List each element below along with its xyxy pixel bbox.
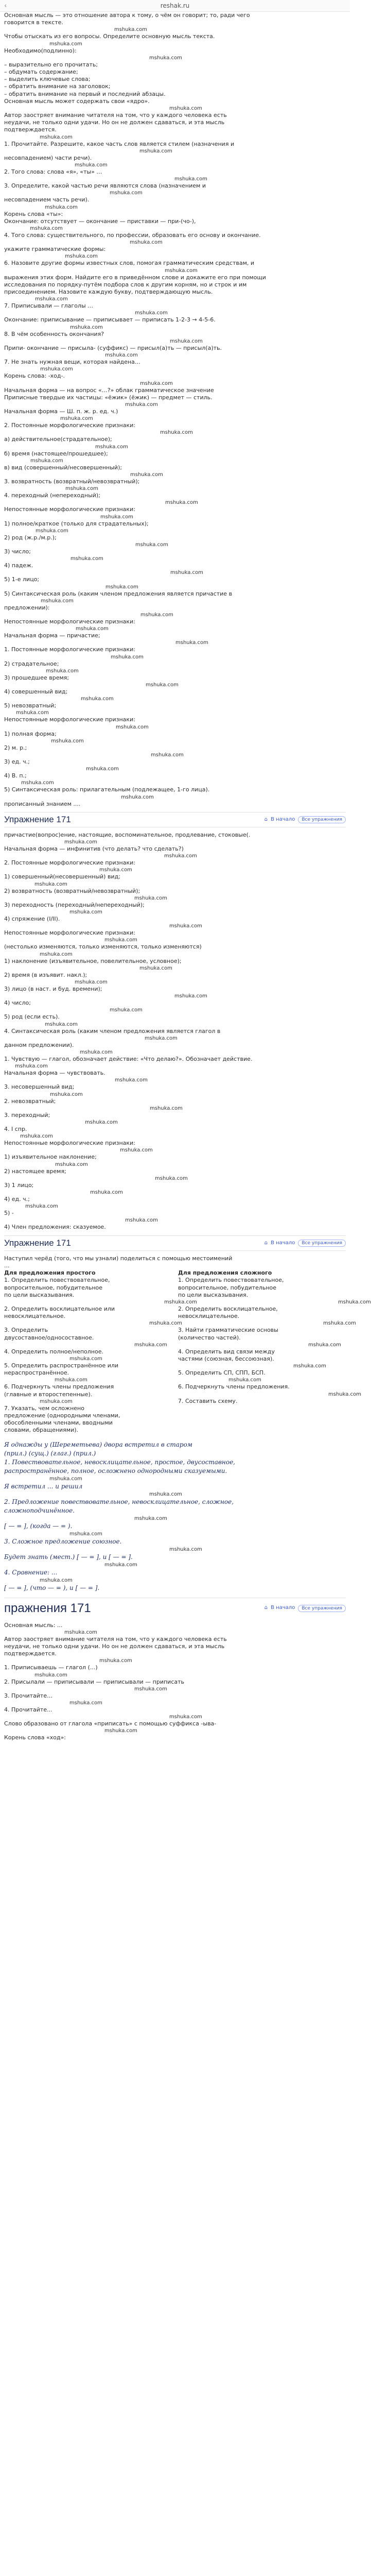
- text-line: Непостоянные морфологические признаки:: [4, 1140, 135, 1147]
- text-line: 3. возвратность (возвратный/невозвратный);: [4, 478, 140, 485]
- text-line: Начальная форма — причастие;: [4, 632, 100, 639]
- text-line: в) вид (совершенный/несовершенный);: [4, 464, 122, 471]
- text-line: 1. Прочитайте. Разрешите, какое часть слов является стилем (назначения и: [4, 140, 235, 147]
- text-line: Припи- окончание — присыла- (суффикс) — присыл(а)ть — присыл(а)ть.: [4, 344, 222, 351]
- watermark-row: mshuka.com: [40, 1398, 73, 1404]
- table-line: 5. Определить распространённое или: [4, 1362, 119, 1369]
- watermark-row: mshuka.com: [308, 1342, 341, 1348]
- watermark-row: mshuka.com: [45, 204, 78, 210]
- text-line: 4) Член предложения: сказуемое.: [4, 1224, 106, 1231]
- exercise-title-3: пражнения 171: [4, 1601, 91, 1615]
- text-line: 1) наклонение (изъявительное, повелительное, условное);: [4, 957, 182, 964]
- text-line: ...: [4, 1262, 10, 1269]
- text-line: 4. Того слова: существительного, по профессии, образовать его основу и окончание.: [4, 232, 261, 239]
- to-start-link-2[interactable]: В начало: [271, 1240, 295, 1246]
- text-line: 2) страдательное;: [4, 660, 59, 667]
- watermark-row: mshuka.com: [41, 598, 74, 604]
- text-line: Окончание: отсутствует — окончание — приставки — при-(чо-),: [4, 217, 196, 225]
- text-line: б) время (настоящее/прошедшее);: [4, 450, 108, 457]
- watermark-row: mshuka.com: [99, 867, 132, 873]
- watermark-row: mshuka.com: [140, 380, 173, 386]
- exercise-header-3: [4, 1598, 346, 1619]
- watermark-row: mshuka.com: [134, 895, 167, 901]
- watermark-row: mshuka.com: [175, 640, 208, 646]
- text-line: 2) м. р.;: [4, 744, 27, 751]
- watermark-row: mshuka.com: [228, 1377, 261, 1383]
- text-line: Корень слова «ты»:: [4, 210, 63, 217]
- text-line: 5) невозвратный;: [4, 702, 57, 709]
- watermark-row: mshuka.com: [111, 654, 144, 660]
- text-line: – обратить внимание на заголовок;: [4, 83, 111, 90]
- watermark-row: mshuka.com: [169, 1714, 202, 1720]
- table-line: 6. Подчеркнуть члены предложения.: [178, 1383, 290, 1391]
- table-line: двусоставное/односоставное.: [4, 1334, 94, 1341]
- table-line: 4. Определить вид связи между: [178, 1348, 275, 1355]
- text-line: 3) переходность (переходный/непереходный);: [4, 901, 145, 908]
- toc-button[interactable]: Все упражнения: [298, 816, 346, 823]
- watermark-row: mshuka.com: [70, 556, 103, 562]
- watermark-row: mshuka.com: [104, 1728, 137, 1734]
- watermark-row: mshuka.com: [165, 500, 198, 506]
- to-start-link-3[interactable]: В начало: [271, 1604, 295, 1611]
- watermark-row: mshuka.com: [51, 738, 84, 744]
- text-line: 5) род (если есть).: [4, 1013, 60, 1021]
- text-line: Корень слова «ход»:: [4, 1734, 66, 1741]
- text-line: – выделить ключевые слова;: [4, 76, 91, 83]
- text-line: Начальная форма — Ш. п. ж. р. ед. ч.): [4, 408, 118, 415]
- table-line: вопросительное, побудительное: [178, 1284, 277, 1291]
- watermark-row: mshuka.com: [139, 965, 172, 971]
- watermark-row: mshuka.com: [134, 1515, 167, 1521]
- text-line: 3. Определите, какой частью речи являются слова (назначением и: [4, 182, 206, 190]
- watermark-row: mshuka.com: [75, 162, 108, 168]
- table-line: 3. Найти грамматические основы: [178, 1327, 278, 1334]
- text-line: 8. В чём особенность окончания?: [4, 330, 104, 337]
- parse-line: 1. Повествовательное, невосклицательное, простое, двусоставное,: [4, 1458, 235, 1466]
- watermark-row: mshuka.com: [76, 626, 109, 632]
- text-line: 2. Постоянные морфологические признаки:: [4, 859, 135, 867]
- home-icon[interactable]: ⌂: [264, 1604, 268, 1611]
- watermark-row: mshuka.com: [149, 1320, 182, 1327]
- text-line: 4) падеж.: [4, 562, 33, 569]
- text-line: Приписные твердые их частицы: «ёжик» (ёжик) — предмет — стиль.: [4, 394, 213, 401]
- parse-line: [ — = ], (когда — = ).: [4, 1522, 73, 1530]
- text-line: 3) лицо (в наст. и буд. времени);: [4, 986, 102, 993]
- table-line: вопросительное, побудительное: [4, 1284, 103, 1291]
- watermark-row: mshuka.com: [149, 1491, 182, 1497]
- watermark-row: mshuka.com: [169, 106, 202, 112]
- text-line: Начальная форма — на вопрос «…?» облак грамматическое значение: [4, 386, 214, 394]
- text-line: 4) ед. ч.;: [4, 1196, 30, 1203]
- watermark-row: mshuka.com: [64, 839, 97, 845]
- back-arrow-icon[interactable]: ‹: [4, 2, 7, 10]
- table-line: 7. Указать, чем осложнено: [4, 1404, 84, 1412]
- watermark-row: mshuka.com: [40, 951, 73, 957]
- text-line: Необходимо(подлинно):: [4, 47, 77, 54]
- watermark-row: mshuka.com: [104, 937, 137, 943]
- text-line: присоединением. Назовите каждую букву, подтверждающую мысль.: [4, 289, 213, 296]
- text-line: 2) возвратность (возвратный/невозвратный);: [4, 887, 140, 894]
- text-line: Основная мысль может содержать свои «ядро».: [4, 97, 150, 105]
- watermark-row: mshuka.com: [69, 1700, 102, 1706]
- watermark-row: mshuka.com: [30, 457, 63, 464]
- text-line: Слово образовано от глагола «приписать» с помощью суффикса -ыва-: [4, 1720, 217, 1727]
- table-line: частями (союзная, бессоюзная).: [178, 1355, 274, 1362]
- watermark-row: mshuka.com: [21, 780, 54, 786]
- text-line: 3. несовершенный вид;: [4, 1083, 75, 1091]
- to-start-link[interactable]: В начало: [271, 817, 295, 823]
- table-line: (количество частей).: [178, 1334, 241, 1341]
- text-line: Наступил черёд (того, что мы узнали) поделиться с помощью местоимений: [4, 1255, 233, 1262]
- text-line: Непостоянные морфологические признаки:: [4, 929, 135, 937]
- table-line: 4. Определить полное/неполное.: [4, 1348, 103, 1355]
- text-line: неудачи, не только одни удачи. Но он не должен сдаваться, и эта мысль: [4, 1642, 225, 1650]
- watermark-row: mshuka.com: [100, 514, 133, 520]
- watermark-row: mshuka.com: [134, 1686, 167, 1692]
- text-line: 3. переходный;: [4, 1111, 50, 1118]
- watermark-row: mshuka.com: [149, 55, 182, 61]
- watermark-row: mshuka.com: [50, 1091, 83, 1097]
- watermark-row: mshuka.com: [110, 1007, 143, 1013]
- text-line: 3. Прочитайте…: [4, 1692, 53, 1699]
- text-line: прописанный знанием ....: [4, 800, 81, 807]
- watermark-row: mshuka.com: [135, 541, 168, 548]
- table-left-body: [4, 1277, 197, 1434]
- watermark-row: mshuka.com: [81, 696, 114, 702]
- table-right-body: [178, 1277, 371, 1404]
- text-line: 1) полное/краткое (только для страдательных);: [4, 520, 149, 527]
- text-line: предложении):: [4, 604, 50, 611]
- text-line: Непостоянные морфологические признаки:: [4, 506, 135, 513]
- table-line: 5. Определить СП, СПП, БСП.: [178, 1369, 266, 1377]
- text-line: 5) Синтаксическая роль (каким членом предложения является причастие в: [4, 590, 233, 597]
- watermark-row: mshuka.com: [125, 1217, 158, 1224]
- table-line: 1. Определить повествовательное,: [4, 1277, 110, 1284]
- text-line: 1) совершенный(несовершенный) вид;: [4, 873, 120, 880]
- header-actions-3: [264, 1605, 346, 1612]
- watermark-row: mshuka.com: [90, 1190, 123, 1196]
- watermark-row: mshuka.com: [174, 993, 207, 999]
- table-line: 7. Составить схему.: [178, 1397, 238, 1404]
- watermark-row: mshuka.com: [80, 1049, 113, 1056]
- watermark-row: mshuka.com: [69, 909, 102, 916]
- table-line: невосклицательное.: [4, 1313, 66, 1320]
- text-line: Окончание: приписывание — приписывает — приписать 1-2-3 → 4-5-6.: [4, 316, 216, 324]
- table-right-title: Для предложения сложного: [178, 1269, 272, 1277]
- watermark-row: mshuka.com: [30, 226, 63, 232]
- text-line: 1. Чувствую — глагол, обозначает действие: «Что делаю?». Обозначает действие.: [4, 1056, 253, 1063]
- block-1: [4, 12, 346, 808]
- text-line: Автор заостряет внимание читателя на том, что у каждого человека есть: [4, 112, 227, 119]
- watermark-row: mshuka.com: [64, 1629, 97, 1635]
- text-line: 5) Синтаксическая роль: прилагательным (подлежащее, 1-го лица).: [4, 786, 210, 793]
- text-line: 1) изъявительное наклонение;: [4, 1154, 97, 1161]
- header-actions-2: [264, 1240, 346, 1247]
- text-line: 3) число;: [4, 548, 31, 555]
- parse-line: Я однажды у (Шереметьева) двора встретил в старом: [4, 1440, 192, 1448]
- watermark-row: mshuka.com: [151, 752, 184, 758]
- text-line: – обратить внимание на первый и последний абзацы.: [4, 90, 166, 97]
- watermark-row: mshuka.com: [85, 1120, 118, 1126]
- text-line: Основная мысль: ...: [4, 1621, 63, 1629]
- text-line: 2. Постоянные морфологические признаки:: [4, 422, 135, 429]
- watermark-row: mshuka.com: [49, 41, 82, 47]
- site-title: reshak.ru: [160, 2, 190, 9]
- text-line: 2. Присылали — приписывали — приписывали — приписать: [4, 1678, 185, 1685]
- watermark-row: mshuka.com: [99, 1658, 132, 1664]
- watermark-row: mshuka.com: [40, 1577, 73, 1583]
- watermark-row: mshuka.com: [164, 1299, 197, 1305]
- text-line: а) действительное(страдательное);: [4, 436, 112, 443]
- text-line: несовпадением часть речи).: [4, 196, 90, 204]
- exercise-header-2: [4, 1235, 346, 1251]
- watermark-row: mshuka.com: [328, 1391, 361, 1397]
- watermark-row: mshuka.com: [16, 710, 49, 716]
- text-line: Автор заостряет внимание читателя на том, что у каждого человека есть: [4, 1635, 227, 1642]
- watermark-row: mshuka.com: [140, 612, 173, 618]
- watermark-row: mshuka.com: [338, 1299, 371, 1305]
- table-line: нераспространённое.: [4, 1369, 69, 1377]
- text-line: 2. Того слова: слова «я», «ты» …: [4, 168, 102, 176]
- watermark-row: mshuka.com: [164, 853, 197, 859]
- home-icon[interactable]: ⌂: [264, 1240, 268, 1246]
- watermark-row: mshuka.com: [139, 148, 172, 154]
- text-line: 4. I спр.: [4, 1126, 27, 1133]
- parse-line: сложноподчинённое.: [4, 1506, 75, 1514]
- table-line: 2. Определить восклицательное,: [178, 1305, 278, 1312]
- parse-line: распространённое, полное, осложнено однородными сказуемыми.: [4, 1467, 227, 1475]
- text-line: 2) настоящее время;: [4, 1167, 66, 1175]
- text-line: 5) 1-е лицо;: [4, 576, 40, 583]
- watermark-row: mshuka.com: [49, 1476, 82, 1482]
- watermark-row: mshuka.com: [145, 1035, 178, 1041]
- watermark-row: mshuka.com: [165, 267, 198, 274]
- table-line: обособленными членами, вводными: [4, 1419, 113, 1427]
- text-line: 4. переходный (непереходный);: [4, 492, 100, 499]
- block-2-intro: [4, 832, 346, 1231]
- watermark-row: mshuka.com: [25, 1204, 58, 1210]
- text-line: 4) спряжение (I/II).: [4, 916, 60, 923]
- table-right-col: [178, 1269, 371, 1434]
- text-line: причастие(вопрос)ение, настоящие, воспоминательное, продлевание, стоковые(.: [4, 831, 251, 838]
- header-actions: [264, 816, 346, 823]
- text-line: Чтобы отыскать из его вопросы. Определите основную мысль текста.: [4, 33, 215, 40]
- watermark-row: mshuka.com: [35, 296, 68, 302]
- table-line: 1. Определить повествовательное,: [178, 1277, 284, 1284]
- parse-line: 3. Сложное предложение союзное.: [4, 1537, 122, 1545]
- watermark-row: mshuka.com: [46, 668, 79, 674]
- text-line: 5) -: [4, 1210, 14, 1217]
- text-line: 1. Приписываешь — глагол (...): [4, 1664, 98, 1671]
- watermark-row: mshuka.com: [155, 1175, 188, 1181]
- parse-line: Я встретил ... и решил: [4, 1482, 83, 1490]
- analysis-table: [4, 1269, 371, 1434]
- text-line: 4) число;: [4, 999, 31, 1007]
- watermark-row: mshuka.com: [115, 1077, 148, 1083]
- watermark-row: mshuka.com: [130, 471, 163, 478]
- watermark-row: mshuka.com: [36, 528, 68, 534]
- text-line: (нестолько изменяются, только изменяются, только изменяются): [4, 943, 202, 951]
- watermark-row: mshuka.com: [174, 176, 207, 182]
- home-icon[interactable]: ⌂: [264, 817, 268, 823]
- text-line: неудачи, не только одни удачи. Но он не должен сдаваться, и эта мысль: [4, 119, 225, 126]
- watermark-row: mshuka.com: [86, 766, 119, 772]
- watermark-row: mshuka.com: [160, 430, 193, 436]
- toc-button-3[interactable]: Все упражнения: [298, 1605, 346, 1612]
- watermark-row: mshuka.com: [116, 724, 149, 730]
- watermark-row: mshuka.com: [104, 1562, 137, 1568]
- text-line: 2) род (ж.р./м.р.);: [4, 534, 57, 541]
- text-line: 3) прошедшее время;: [4, 674, 69, 681]
- text-line: 4) совершенный вид;: [4, 688, 68, 695]
- text-line: Основная мысль — это отношение автора к тому, о чём он говорит; то, ради чего: [4, 12, 250, 19]
- watermark-row: mshuka.com: [134, 1342, 167, 1348]
- parse-line: 4. Сравнение: ...: [4, 1568, 58, 1576]
- toc-button-2[interactable]: Все упражнения: [298, 1240, 346, 1247]
- exercise-title-2: Упражнение 171: [4, 1238, 71, 1248]
- watermark-row: mshuka.com: [69, 1531, 102, 1537]
- top-bar: [0, 0, 350, 12]
- exercise-title: Упражнение 171: [4, 814, 71, 824]
- text-line: исследования по порядку-путём подбора слов к другим корням, но и строк и им: [4, 281, 247, 288]
- text-line: Непостоянные морфологические признаки:: [4, 716, 135, 723]
- watermark-row: mshuka.com: [20, 1133, 53, 1140]
- watermark-row: mshuka.com: [120, 1147, 153, 1154]
- watermark-row: mshuka.com: [95, 444, 128, 450]
- table-line: словами, обращениями).: [4, 1427, 79, 1434]
- text-line: говорится в тексте.: [4, 19, 63, 26]
- table-left-title: Для предложения простого: [4, 1269, 96, 1277]
- sentence-parse: [4, 1440, 346, 1592]
- text-line: 6. Назовите другие формы известных слов, помогая грамматическим средствам, и: [4, 260, 255, 267]
- text-line: 2) время (в изъявит. накл.);: [4, 971, 87, 978]
- table-line: 2. Определить восклицательное или: [4, 1305, 115, 1312]
- text-line: 4) В. п.;: [4, 772, 27, 779]
- watermark-row: mshuka.com: [105, 352, 138, 359]
- text-line: Корень слова: -ход-.: [4, 372, 65, 380]
- watermark-row: mshuka.com: [170, 338, 203, 344]
- watermark-row: mshuka.com: [75, 979, 108, 986]
- text-line: 3) ед. ч.;: [4, 758, 30, 765]
- table-line: 3. Определить: [4, 1327, 48, 1334]
- watermark-row: mshuka.com: [146, 682, 179, 688]
- table-left-col: [4, 1269, 197, 1434]
- text-line: 1) полная форма;: [4, 730, 57, 737]
- table-line: по цели высказывания.: [178, 1291, 249, 1298]
- watermark-row: mshuka.com: [323, 1320, 356, 1327]
- text-line: 4. Синтаксическая роль (каким членом предложения является глагол в: [4, 1027, 221, 1035]
- text-line: Непостоянные морфологические признаки:: [4, 618, 135, 625]
- text-line: – выразительно его прочитать;: [4, 61, 98, 68]
- block-3: [4, 1622, 346, 1742]
- text-line: – обдумать содержание;: [4, 69, 78, 76]
- text-line: 4. Прочитайте...: [4, 1706, 52, 1713]
- text-line: Начальная форма — чувствовать.: [4, 1070, 105, 1077]
- text-line: выражения этих форм. Найдите его в приведённом слове и докажите его при помощи: [4, 274, 266, 281]
- text-line: подтверждается.: [4, 126, 57, 133]
- parse-line: [ — = ], (что — = ), и [ — = ].: [4, 1584, 100, 1591]
- watermark-row: mshuka.com: [70, 324, 103, 330]
- table-line: по цели высказывания.: [4, 1291, 75, 1298]
- watermark-row: mshuka.com: [130, 240, 163, 246]
- watermark-row: mshuka.com: [121, 794, 154, 800]
- text-line: Начальная форма — инфинитив (что делать? что сделать?): [4, 845, 184, 852]
- watermark-row: mshuka.com: [34, 1672, 67, 1678]
- table-line: невосклицательное.: [178, 1313, 240, 1320]
- table-line: (главные и второстепенные).: [4, 1391, 93, 1398]
- watermark-row: mshuka.com: [169, 923, 202, 929]
- watermark-row: mshuka.com: [110, 190, 143, 196]
- exercise-header-1: [4, 812, 346, 827]
- watermark-row: mshuka.com: [114, 27, 147, 33]
- block-2-head: [4, 1255, 346, 1269]
- text-line: 7. Не знать нужная вещи, которая найдена…: [4, 359, 140, 366]
- text-line: 1. Постоянные морфологические признаки:: [4, 646, 135, 653]
- text-line: 7. Приписывали — глаголы …: [4, 302, 94, 310]
- watermark-row: mshuka.com: [60, 416, 93, 422]
- text-line: подтверждается.: [4, 1650, 57, 1657]
- watermark-row: mshuka.com: [45, 1021, 78, 1027]
- parse-line: Будет знать (мест.) [ — = ], и [ — = ].: [4, 1553, 133, 1561]
- watermark-row: mshuka.com: [69, 1355, 102, 1362]
- watermark-row: mshuka.com: [15, 1063, 48, 1070]
- text-line: данном предложении).: [4, 1041, 74, 1048]
- text-line: несовпадением) части речи).: [4, 154, 92, 161]
- watermark-row: mshuka.com: [150, 1105, 183, 1111]
- watermark-row: mshuka.com: [65, 486, 98, 492]
- parse-line: (прил.) (сущ.) (глаг.) (прил.): [4, 1449, 96, 1457]
- parse-line: 2. Предложение повествовательное, невосклицательное, сложное,: [4, 1498, 234, 1505]
- watermark-row: mshuka.com: [105, 584, 138, 590]
- watermark-row: mshuka.com: [293, 1363, 326, 1369]
- watermark-row: mshuka.com: [40, 366, 73, 372]
- table-line: предложение (однородными членами,: [4, 1412, 120, 1419]
- text-line: укажите грамматические формы:: [4, 246, 106, 253]
- watermark-row: mshuka.com: [169, 1546, 202, 1552]
- watermark-row: mshuka.com: [55, 1161, 88, 1167]
- watermark-row: mshuka.com: [125, 401, 158, 408]
- watermark-row: mshuka.com: [170, 570, 203, 576]
- text-line: 3) 1 лицо;: [4, 1181, 34, 1189]
- watermark-row: mshuka.com: [135, 310, 168, 316]
- watermark-row: mshuka.com: [40, 134, 73, 140]
- watermark-row: mshuka.com: [55, 1377, 87, 1383]
- table-line: 6. Подчеркнуть члены предложения: [4, 1383, 114, 1391]
- watermark-row: mshuka.com: [34, 881, 67, 887]
- watermark-row: mshuka.com: [65, 253, 98, 260]
- text-line: 2. невозвратный;: [4, 1097, 56, 1105]
- page-content: [0, 12, 371, 1742]
